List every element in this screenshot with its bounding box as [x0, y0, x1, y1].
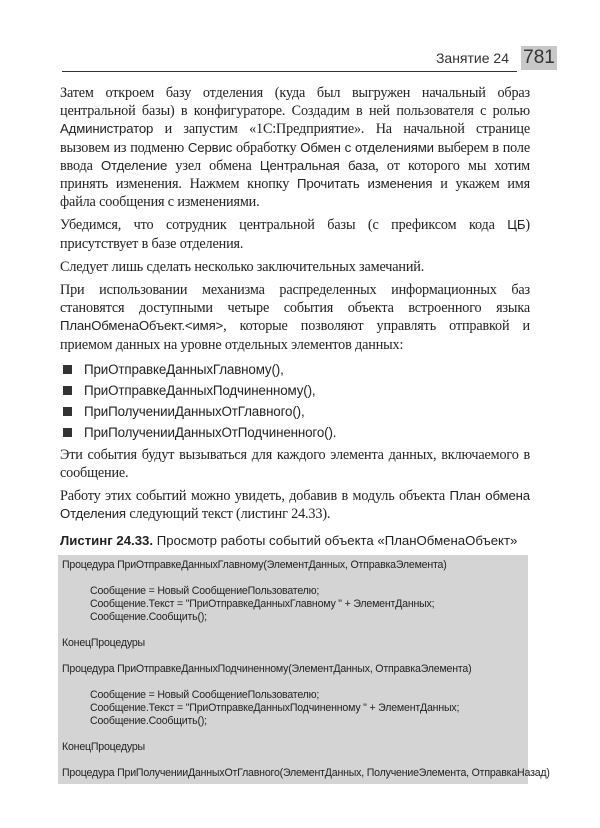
code-line [62, 572, 528, 585]
paragraph [60, 281, 530, 354]
code-line: Сообщение.Текст = "ПриОтправкеДанныхПодчиненному " + ЭлементДанных; [90, 701, 460, 714]
ui-term: ПланОбменаОбъект.<имя> [60, 318, 224, 334]
paragraph-text: Убедимся, что сотрудник центральной базы (с префиксом кода [60, 217, 508, 234]
paragraph [60, 487, 530, 523]
paragraphs-after [60, 446, 530, 524]
paragraph-text: Работу этих событий можно увидеть, добавив в модуль объекта [60, 488, 450, 505]
code-line: Сообщение = Новый СообщениеПользователю; [90, 584, 320, 597]
ui-term: Центральная база [259, 157, 376, 173]
paragraph [60, 84, 530, 211]
paragraph [60, 216, 530, 252]
list-item-text: ПриОтправкеДанныхПодчиненному(), [84, 382, 316, 398]
paragraph-text: выберем в поле ввода [60, 139, 531, 174]
ui-term: Отделение [101, 157, 168, 173]
code-line: Процедура ПриОтправкеДанныхПодчиненному(ЭлементДанных, ОтправкаЭлемента) [62, 662, 472, 675]
paragraph-text: , от которого мы хотим принять изменения. Нажмем кнопку [60, 157, 530, 193]
code-line: Сообщение.Сообщить(); [90, 714, 207, 727]
listing-caption [60, 532, 530, 550]
code-line [62, 676, 528, 689]
code-line [62, 624, 528, 637]
ui-term: План обмена Отделения [60, 488, 530, 522]
paragraph-text: обработку [232, 139, 301, 156]
paragraph [60, 446, 530, 482]
ui-term: Прочитать изменения [296, 176, 433, 192]
page-header [62, 44, 557, 72]
page-body [60, 84, 550, 784]
chapter-title: Занятие 24 [435, 50, 509, 66]
listing-label: Листинг 24.33. [60, 532, 154, 548]
ui-term: ЦБ [507, 217, 526, 233]
paragraph-text: При использовании механизма распределенных информационных баз становятся доступными четыре события объекта встроенного языка [60, 282, 530, 317]
list-item [60, 380, 530, 401]
list-item-text: ПриПолученииДанныхОтПодчиненного(). [84, 424, 337, 440]
code-listing [58, 555, 550, 784]
list-item [60, 422, 530, 443]
paragraph-text: , которые позволяют управлять отправкой и приемом данных на уровне отдельных элементов данных: [60, 318, 530, 353]
listing-title: Просмотр работы событий объекта «ПланОбменаОбъект» [153, 532, 518, 548]
paragraph-text: Следует лишь сделать несколько заключительных замечаний. [60, 258, 425, 275]
paragraph-text: и укажем имя файла сообщения с изменениями. [60, 176, 531, 211]
code-line: Сообщение.Сообщить(); [90, 610, 207, 623]
square-bullet-icon [63, 386, 72, 395]
code-line: Процедура ПриПолученииДанныхОтГлавного(ЭлементДанных, ПолучениеЭлемента, ОтправкаНазад) [62, 766, 550, 779]
square-bullet-icon [63, 365, 72, 374]
code-line: КонецПроцедуры [62, 740, 145, 753]
paragraph-text: узел обмена [167, 157, 260, 174]
paragraph-text: ) присутствует в базе отделения. [60, 217, 530, 252]
paragraph-text: следующий текст (листинг 24.33). [125, 506, 331, 523]
square-bullet-icon [63, 428, 72, 437]
header-rule [62, 71, 517, 72]
code-line: КонецПроцедуры [62, 636, 145, 649]
paragraph-text: Затем откроем базу отделения (куда был выгружен начальный образ центральной базы) в конфигураторе. Создадим в ней пользователя с ролью [60, 85, 530, 120]
paragraph [60, 258, 530, 276]
ui-term: Администратор [60, 121, 154, 137]
code-line [62, 728, 528, 741]
ui-term: Сервис [187, 139, 233, 155]
paragraphs-before [60, 84, 530, 354]
ui-term: Обмен с отделениями [300, 139, 434, 155]
code-line: Сообщение = Новый СообщениеПользователю; [90, 688, 320, 701]
code-line: Процедура ПриОтправкеДанныхГлавному(ЭлементДанных, ОтправкаЭлемента) [62, 558, 447, 571]
list-item-text: ПриОтправкеДанныхГлавному(), [84, 361, 284, 377]
code-line [62, 650, 528, 663]
page-number: 781 [521, 46, 557, 70]
list-item-text: ПриПолученииДанныхОтГлавного(), [84, 403, 305, 419]
paragraph-text: и запустим «1С:Предприятие». На начальной странице вызовем из подменю [60, 121, 530, 156]
code-line [62, 754, 528, 767]
paragraph-text: Эти события будут вызываться для каждого элемента данных, включаемого в сообщение. [60, 446, 530, 482]
list-item [60, 401, 530, 422]
square-bullet-icon [63, 407, 72, 416]
code-line: Сообщение.Текст = "ПриОтправкеДанныхГлавному " + ЭлементДанных; [90, 597, 435, 610]
event-list [60, 359, 530, 443]
list-item [60, 359, 530, 380]
